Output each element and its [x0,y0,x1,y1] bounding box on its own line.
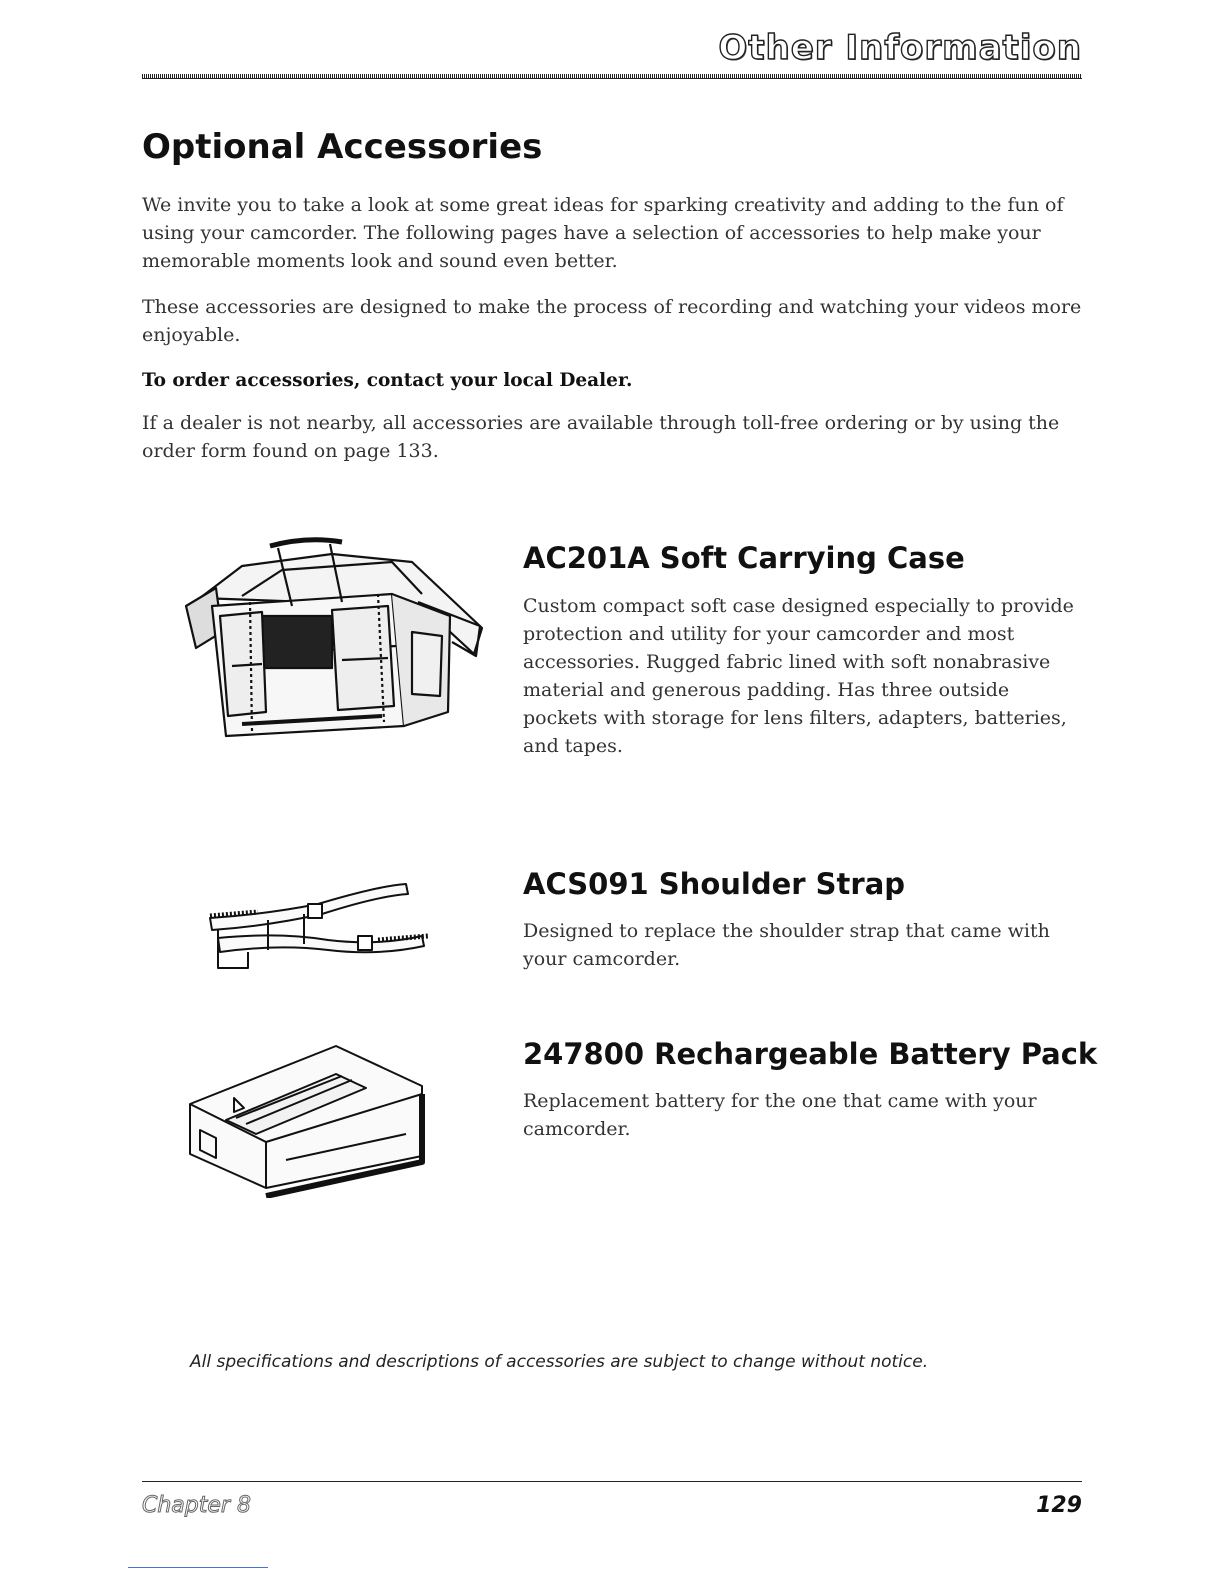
battery-pack-illustration [186,1038,430,1198]
item-title-carrying-case: AC201A Soft Carrying Case [523,541,965,575]
header-rule [142,74,1082,79]
item-title-battery-pack: 247800 Rechargeable Battery Pack [523,1037,1098,1071]
footer-chapter-label: Chapter 8 [142,1493,251,1518]
intro-paragraph-1: We invite you to take a look at some great ideas for sparking creativity and adding to the fun of using your camcorder. The following pages have a selection of accessories to help make your memorable moments look and sound even better. [142,194,1064,272]
order-instruction: To order accessories, contact your local Dealer. [142,370,633,391]
intro-paragraph-2: These accessories are designed to make the process of recording and watching your videos more enjoyable. [142,296,1082,346]
intro-paragraph-4: If a dealer is not nearby, all accessories are available through toll-free ordering or by using the order form found on page 133. [142,412,1060,462]
footer-rule [142,1481,1082,1482]
disclaimer-note: All specifications and descriptions of accessories are subject to change without notice. [190,1352,929,1372]
item-description-carrying-case: Custom compact soft case designed especially to provide protection and utility for your camcorder and most accessories. Rugged fabric lined with soft nonabrasive material and generous padding. Has three outside pockets with storage for lens filters, adapters, batteries, and tapes. [523,595,1074,757]
item-description-battery-pack: Replacement battery for the one that came with your camcorder. [523,1090,1037,1140]
item-description-shoulder-strap: Designed to replace the shoulder strap that came with your camcorder. [523,920,1050,970]
item-title-shoulder-strap: ACS091 Shoulder Strap [523,867,906,901]
bottom-edge-line [128,1567,268,1568]
page-number: 129 [1036,1493,1082,1518]
carrying-case-illustration [182,536,486,746]
page-title: Optional Accessories [142,127,543,167]
section-header-title: Other Information [718,28,1082,68]
shoulder-strap-illustration [208,880,430,975]
